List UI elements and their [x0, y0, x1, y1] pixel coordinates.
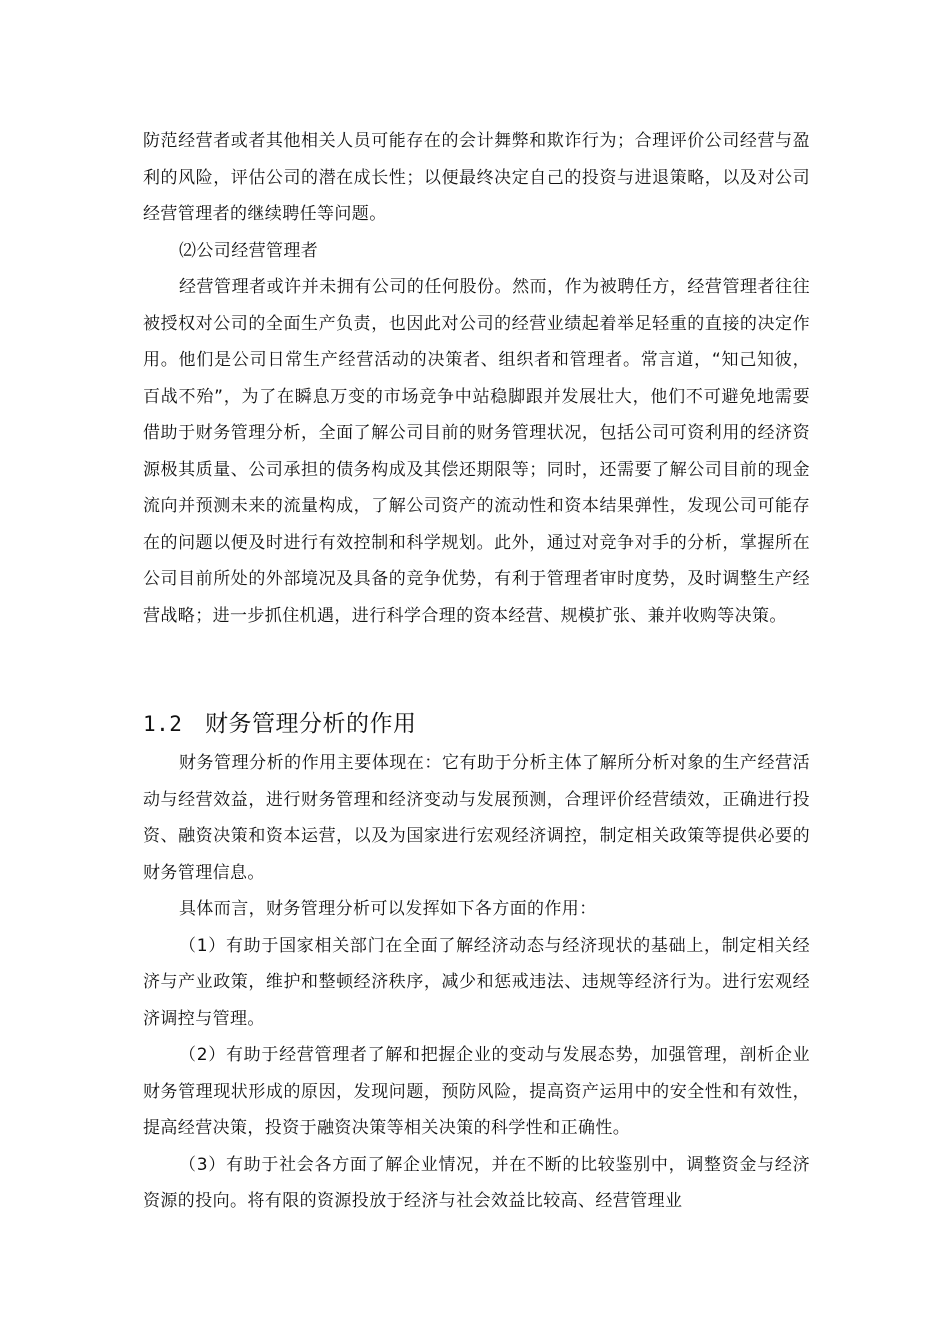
paragraph-role-summary: 财务管理分析的作用主要体现在：它有助于分析主体了解所分析对象的生产经营活动与经营效益，进行财务管理和经济变动与发展预测，合理评价经营绩效，正确进行投资、融资决策和资本运营，以及为国家进行宏观经济调控，制定相关政策等提供必要的财务管理信息。 [143, 753, 810, 883]
section-heading [143, 706, 417, 742]
list-item-3: （3）有助于社会各方面了解企业情况，并在不断的比较鉴别中，调整资金与经济资源的投向。将有限的资源投放于经济与社会效益比较高、经营管理业 [143, 1154, 810, 1211]
body-text-bottom [143, 745, 810, 1220]
paragraph-specific-intro: 具体而言，财务管理分析可以发挥如下各方面的作用： [179, 899, 597, 919]
subsection-manager-title: ⑵公司经营管理者 [179, 240, 319, 261]
paragraph-investor-purpose: 防范经营者或者其他相关人员可能存在的会计舞弊和欺诈行为；合理评价公司经营与盈利的风险，评估公司的潜在成长性；以便最终决定自己的投资与进退策略，以及对公司经营管理者的继续聘任等问题。 [143, 131, 810, 224]
list-item-1: （1）有助于国家相关部门在全面了解经济动态与经济现状的基础上，制定相关经济与产业政策，维护和整顿经济秩序，减少和惩戒违法、违规等经济行为。进行宏观经济调控与管理。 [143, 935, 810, 1029]
body-text-top [143, 123, 810, 634]
section-title: 财务管理分析的作用 [205, 711, 417, 737]
section-number: 1.2 [143, 712, 183, 736]
paragraph-manager-role: 经营管理者或许并未拥有公司的任何股份。然而，作为被聘任方，经营管理者往往被授权对公司的全面生产负责，也因此对公司的经营业绩起着举足轻重的直接的决定作用。他们是公司日常生产经营活动的决策者、组织者和管理者。常言道，“知己知彼，百战不殆”，为了在瞬息万变的市场竞争中站稳脚跟并发展壮大，他们不可避免地需要借助于财务管理分析，全面了解公司目前的财务管理状况，包括公司可资利用的经济资源极其质量、公司承担的债务构成及其偿还期限等；同时，还需要了解公司目前的现金流向并预测未来的流量构成，了解公司资产的流动性和资本结果弹性，发现公司可能存在的问题以便及时进行有效控制和科学规划。此外，通过对竞争对手的分析，掌握所在公司目前所处的外部境况及具备的竞争优势，有利于管理者审时度势，及时调整生产经营战略；进一步抓住机遇，进行科学合理的资本经营、规模扩张、兼并收购等决策。 [143, 277, 810, 626]
list-item-2: （2）有助于经营管理者了解和把握企业的变动与发展态势，加强管理，剖析企业财务管理现状形成的原因，发现问题，预防风险，提高资产运用中的安全性和有效性，提高经营决策，投资于融资决策等相关决策的科学性和正确性。 [143, 1045, 810, 1138]
